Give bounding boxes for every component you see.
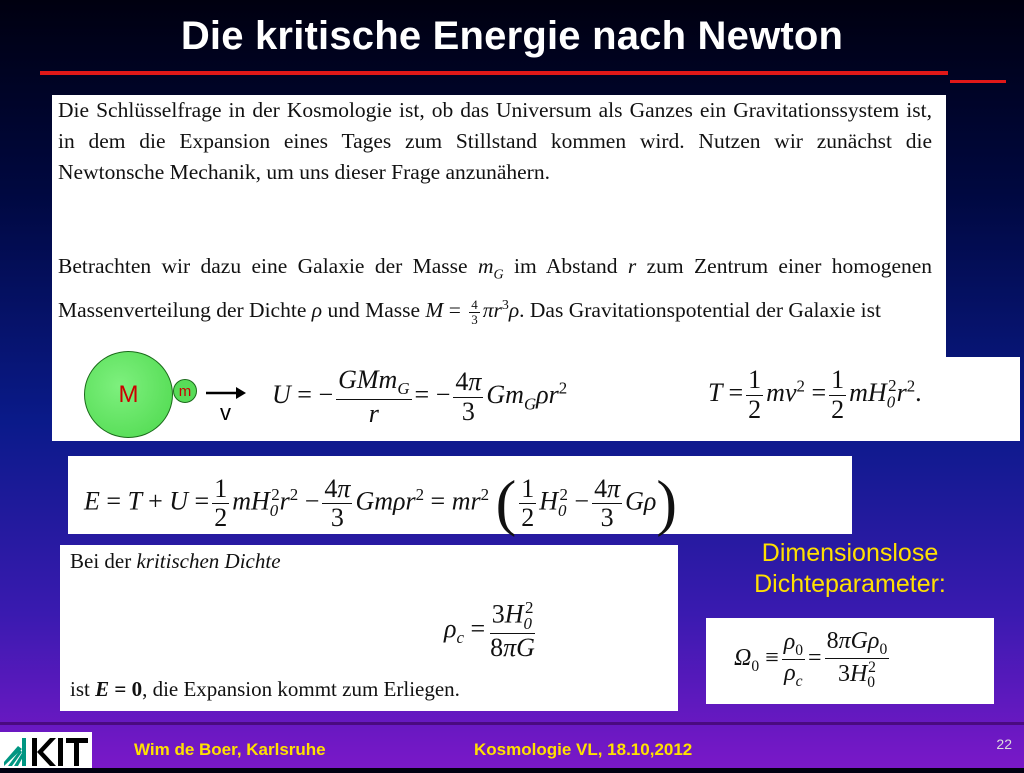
setup-text-b: im Abstand (513, 254, 618, 278)
potential-equation: U = − $\frac{GMm_G}{r}$ = − $\frac{4\pi}{3}$ $Gm_G\rho r^2$ (272, 365, 568, 428)
big-mass-label: M (118, 380, 139, 408)
caption-line-2: Dichteparameter: (754, 570, 946, 598)
distance-symbol: r (627, 254, 637, 278)
critical-intro-line (70, 549, 281, 574)
caption-line-1: Dimensionslose (761, 539, 939, 567)
conclusion-text-a: ist (70, 677, 90, 701)
footer-author: Wim de Boer, Karlsruhe (134, 740, 326, 759)
small-mass-label: m (178, 382, 192, 400)
density-symbol: ρ (311, 298, 323, 323)
density-parameter-caption (700, 538, 1000, 600)
kit-logo-icon (0, 732, 92, 768)
critical-intro-text: Bei der (70, 549, 132, 573)
critical-density-term: kritischen Dichte (136, 549, 281, 573)
footer-course: Kosmologie VL, 18.10,2012 (474, 740, 693, 759)
intro-text-panel (52, 95, 946, 357)
big-mass-circle (84, 351, 173, 438)
title-underline-right (950, 80, 1006, 83)
setup-text-a: Betrachten wir dazu eine Galaxie der Masse (58, 254, 468, 278)
velocity-label: v (220, 400, 231, 425)
critical-conclusion-line (70, 677, 460, 702)
conclusion-text-b: , die Expansion kommt zum Erliegen. (142, 677, 460, 701)
setup-text-c: zum Zentrum einer homogenen Massenverteilung der Dichte (58, 254, 933, 323)
zero-energy-condition: E = 0 (95, 677, 143, 701)
total-energy-equation: E = T + U = $\frac{1}{2}$ $mH_0^2r^2$ − $\frac{4\pi}{3}$ $Gm\rho r^2 = mr^2$ ( $\frac{1}{2}$ $H_0^2$ − $\frac{4\pi}{3}$ Gρ) (84, 469, 678, 538)
page-number: 22 (996, 736, 1012, 752)
kinetic-equation: T = $\frac{1}{2}$ $mv^2$ = $\frac{1}{2}$ $mH_0^2r^2$. (708, 365, 922, 424)
small-mass-circle (173, 379, 197, 403)
kit-logo (0, 732, 92, 768)
intro-paragraph: Die Schlüsselfrage in der Kosmologie ist, ob das Universum als Ganzes ein Gravitationssystem ist, in dem die Expansion eines Tages zum Stillstand kommen wird. Nutzen wir zunächst die Newtonsche Mechanik, um uns dieser Frage anzunähern. (58, 98, 932, 184)
critical-density-formula: $\rho_c$ = $\frac{3H_0^2}{8\pi G}$ (444, 598, 535, 663)
setup-text-d: und Masse (327, 298, 421, 323)
galaxy-mass-symbol: $m_G$ (477, 254, 504, 283)
critical-density-panel (60, 545, 678, 711)
footer-divider (0, 722, 1024, 725)
setup-text-e: . Das Gravitationspotential der Galaxie ist (519, 298, 881, 323)
title-underline (40, 71, 948, 75)
slide-title: Die kritische Energie nach Newton (180, 14, 844, 58)
mass-formula: M = $\frac{4}{3}$ $\pi r^3\rho$ (425, 296, 520, 328)
setup-paragraph (58, 251, 932, 327)
omega-formula: $\Omega_0$ ≡ $\frac{\rho_0}{\rho_c}$ = $\frac{8\pi G\rho_0}{3H_0^2}$ (734, 628, 888, 691)
velocity-arrow-icon (206, 386, 246, 400)
